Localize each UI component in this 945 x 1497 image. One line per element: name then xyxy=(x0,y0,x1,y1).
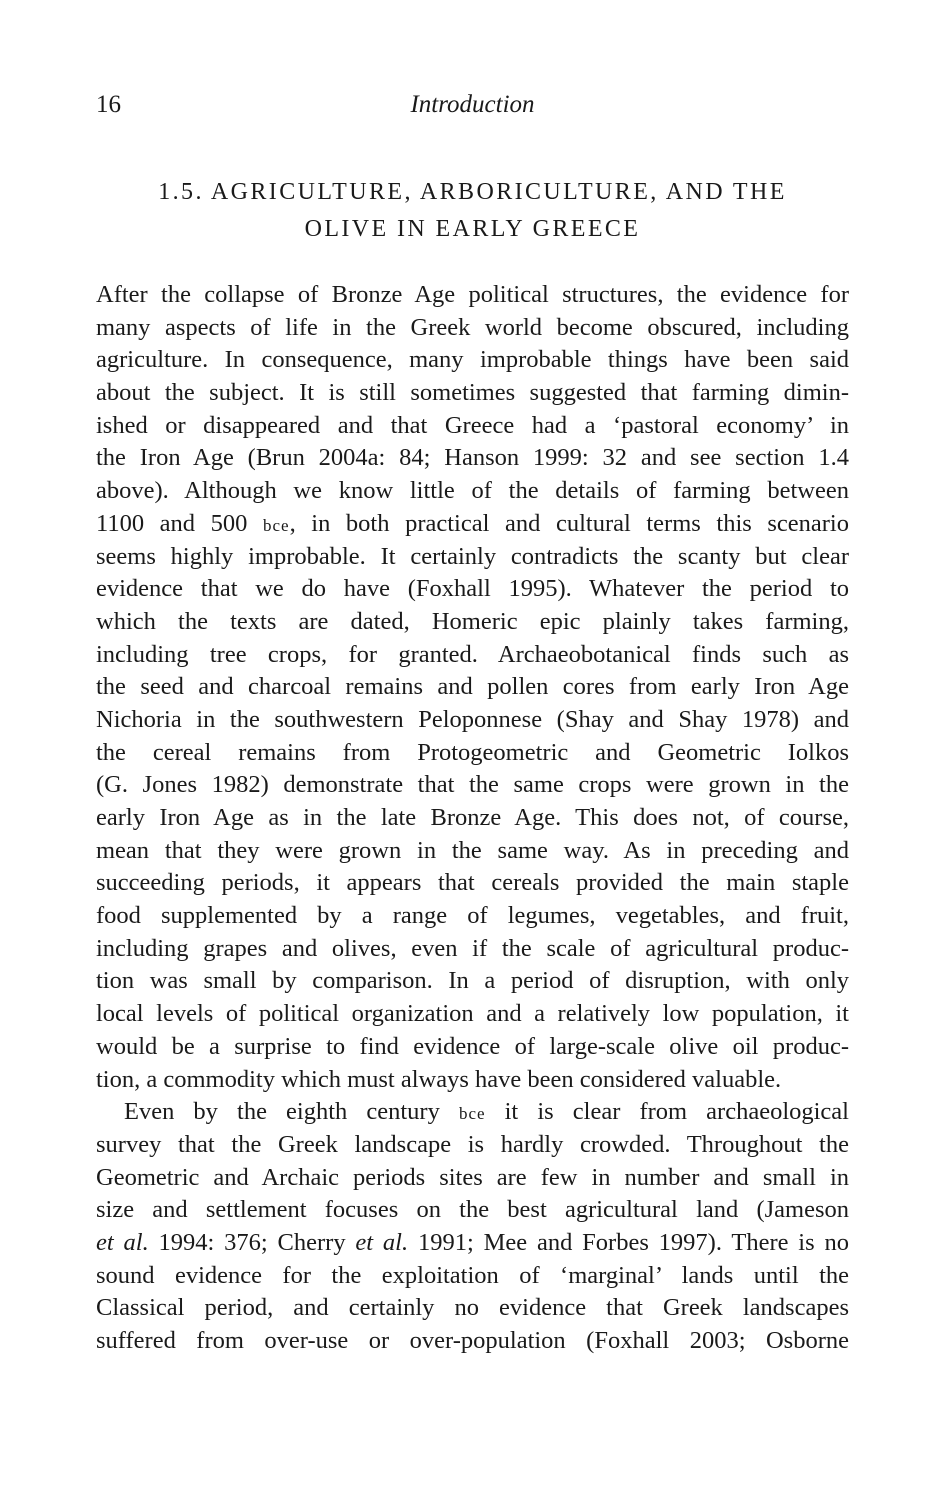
text-line xyxy=(96,1227,849,1260)
body-text xyxy=(96,279,849,1358)
text-line: Geometric and Archaic periods sites are few in number and small in xyxy=(96,1163,849,1191)
text-line: After the collapse of Bronze Age political structures, the evidence for xyxy=(96,281,849,308)
text-line: size and settlement focuses on the best agricultural land (Jameson xyxy=(96,1196,849,1224)
heading-line-2: OLIVE IN EARLY GREECE xyxy=(304,216,641,242)
page-number: 16 xyxy=(96,91,121,118)
text-line: the cereal remains from Protogeometric and Geometric Iolkos xyxy=(96,738,849,766)
text-run: , in both practical and cultural terms this scenario xyxy=(289,509,849,537)
text-line: Nichoria in the southwestern Peloponnese (Shay and Shay 1978) and xyxy=(96,705,849,733)
text-line xyxy=(96,1096,849,1129)
text-run: Even by the eighth century xyxy=(124,1098,459,1126)
running-title: Introduction xyxy=(410,91,535,118)
text-run: it is clear from archaeological xyxy=(485,1098,849,1126)
text-line: the Iron Age (Brun 2004a: 84; Hanson 1999: 32 and see section 1.4 xyxy=(96,444,849,472)
text-line: survey that the Greek landscape is hardly crowded. Throughout the xyxy=(96,1130,849,1158)
text-line: agriculture. In consequence, many improbable things have been said xyxy=(96,346,849,374)
running-head xyxy=(96,88,849,122)
text-line: tion was small by comparison. In a period of disruption, with only xyxy=(96,967,849,995)
text-line: including grapes and olives, even if the scale of agricultural produc- xyxy=(96,934,849,962)
section-heading xyxy=(96,174,849,248)
text-line: including tree crops, for granted. Archaeobotanical finds such as xyxy=(96,640,849,668)
text-line: about the subject. It is still sometimes suggested that farming dimin- xyxy=(96,379,849,407)
text-run: 1994: 376; Cherry xyxy=(148,1228,356,1256)
text-line: local levels of political organization and a relatively low population, it xyxy=(96,1000,849,1028)
text-line: which the texts are dated, Homeric epic plainly takes farming, xyxy=(96,607,849,635)
text-line: above). Although we know little of the details of farming between xyxy=(96,477,849,505)
text-line: tion, a commodity which must always have been considered valuable. xyxy=(96,1065,782,1093)
text-line: the seed and charcoal remains and pollen cores from early Iron Age xyxy=(96,673,849,701)
text-line: many aspects of life in the Greek world become obscured, including xyxy=(96,313,849,341)
text-line: sound evidence for the exploitation of ‘marginal’ lands until the xyxy=(96,1261,849,1289)
small-caps-abbrev: bce xyxy=(262,515,290,535)
heading-line-1: 1.5. AGRICULTURE, ARBORICULTURE, AND THE xyxy=(158,179,787,205)
text-line: (G. Jones 1982) demonstrate that the same crops were grown in the xyxy=(96,771,849,799)
text-line xyxy=(96,508,849,541)
text-line: suffered from over-use or over-population (Foxhall 2003; Osborne xyxy=(96,1327,849,1354)
text-line: succeeding periods, it appears that cereals provided the main staple xyxy=(96,869,849,897)
text-line: food supplemented by a range of legumes, vegetables, and fruit, xyxy=(96,902,849,930)
italic-run: et al. xyxy=(355,1228,409,1256)
text-line: evidence that we do have (Foxhall 1995). Whatever the period to xyxy=(96,575,849,603)
text-run: 1100 and 500 xyxy=(96,509,263,537)
paragraph-1 xyxy=(96,279,849,1096)
italic-run: et al. xyxy=(96,1228,149,1256)
text-line: early Iron Age as in the late Bronze Age. This does not, of course, xyxy=(96,804,849,831)
text-line: mean that they were grown in the same way. As in preceding and xyxy=(96,836,849,864)
text-line: ished or disappeared and that Greece had a ‘pastoral economy’ in xyxy=(96,411,849,439)
paragraph-2 xyxy=(96,1096,849,1358)
text-line: Classical period, and certainly no evidence that Greek landscapes xyxy=(96,1294,849,1322)
text-line: would be a surprise to find evidence of large-scale olive oil produc- xyxy=(96,1032,849,1060)
text-run: 1991; Mee and Forbes 1997). There is no xyxy=(408,1228,849,1256)
text-line: seems highly improbable. It certainly contradicts the scanty but clear xyxy=(96,542,849,570)
small-caps-abbrev: bce xyxy=(458,1104,486,1124)
